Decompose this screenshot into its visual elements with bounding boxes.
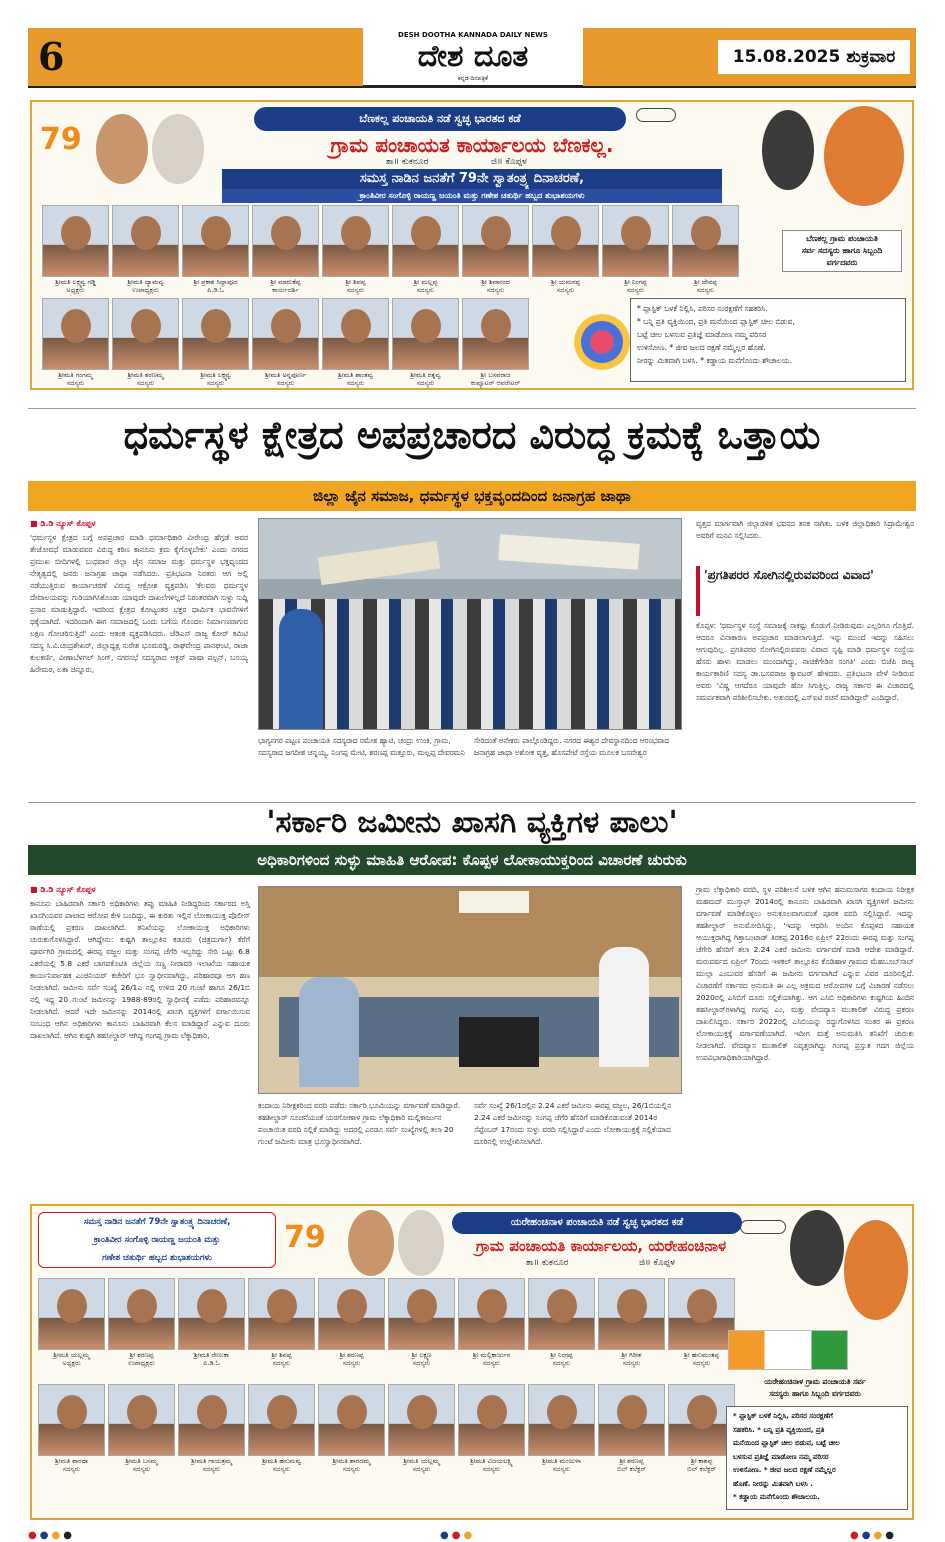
member-card	[112, 205, 179, 294]
member-name: ಶ್ರೀ ಮಲ್ಲಿಕಾರ್ಜುನ	[472, 1351, 511, 1359]
member-name: ಶ್ರೀಮತಿ ಲಕ್ಷ್ಮವ್ವ ಗಡ್ಡಿ	[55, 278, 96, 286]
member-name: ಶ್ರೀಮತಿ ಗಂಗಮ್ಮ	[58, 371, 93, 379]
article-text: ಕೊಪ್ಪಳ: 'ಧರ್ಮಸ್ಥಳ ಸಂಸ್ಥೆ ಸಮಾಜಕ್ಕೆ ಸಾಕಷ್ಟು ಕೊಡುಗೆ ನೀಡಿರುವುದು ಎಲ್ಲರಿಗೂ ಗೊತ್ತಿದೆ. ಆದರೂ ವಿನಾಕಾರಣ ಅಪಪ್ರಚಾರ ಮಾಡಲಾಗುತ್ತಿದೆ. ಇನ್ನು ಮುಂದೆ ಇದನ್ನು ಸಹಿಸಲು ಆಗುವುದಿಲ್ಲ. ಪ್ರಗತಿಪರರ ಸೋಗಿನಲ್ಲಿರುವವರು ವಿವಾದ ಸೃಷ್ಟಿ ಮಾಡಿ ಧರ್ಮಸ್ಥಳ ಸಂಸ್ಥೆಯ ಹೆಸರು ಹಾಳು ಮಾಡಲು ಮುಂದಾಗಿದ್ದು, ನಾಚಿಕೆಗೇಡಿನ ಸಂಗತಿ' ಎಂದು ಬಿಜೆಪಿ ರಾಜ್ಯ ಕಾರ್ಯಕಾರಿಣಿ ಸದಸ್ಯ ಡಾ.ಬಸವರಾಜ ಕ್ಯಾವಟರ್ ಹೇಳಿದರು. ಪ್ರತಿಭಟನಾ ವೇಳೆ ನೀಡಿರುವ ಅವರು 'ವಿಷ್ಣ ಆಗದೆರೂ ಯಾವುದೇ ಹೋ ಸಿಗುತ್ತಿಲ್ಲ. ರಾಜ್ಯ ಸರ್ಕಾರ ಈ ವಿಚಾರದಲ್ಲಿ ಸಮರ್ಪಕವಾಗಿ ಪರಿಶೀಲಿಸಬೇಕು. ಅತುರದಲ್ಲಿ ಎಸ್ಐಟಿ ರಚನೆ ಮಾಡಿದ್ದಾರೆ' ಎಂದಿದ್ದಾರೆ.	[696, 621, 914, 702]
member-photo	[392, 298, 459, 370]
members-row	[42, 298, 529, 387]
member-card	[42, 205, 109, 294]
staff-note: ಬೆಣಕಲ್ಲ ಗ್ರಾಮ ಪಂಚಾಯತಿ ಸರ್ವ ಸದಸ್ಯರು ಹಾಗೂ ಸಿಬ್ಬಂದಿ ವರ್ಗದವರು	[782, 230, 902, 272]
member-photo	[322, 298, 389, 370]
member-role: ಸದಸ್ಯರು	[626, 286, 645, 294]
member-card	[178, 1278, 245, 1367]
member-role: ಸದಸ್ಯರು	[66, 379, 85, 387]
member-photo	[458, 1278, 525, 1350]
office-title: ಗ್ರಾಮ ಪಂಚಾಯತ ಕಾರ್ಯಾಲಯ ಬೆಣಕಲ್ಲ.	[330, 133, 614, 157]
member-role: ಬಿಲ್ ಕಲೆಕ್ಟರ್	[616, 1465, 647, 1473]
member-photo	[112, 298, 179, 370]
member-photo	[392, 205, 459, 277]
member-photo	[318, 1384, 385, 1456]
member-name: ಶ್ರೀಮತಿ ಯಲ್ಲಮ್ಮ	[53, 1351, 90, 1359]
leader-portrait	[762, 110, 814, 190]
member-photo	[178, 1384, 245, 1456]
cleanliness-note: * ಪ್ಲಾಸ್ಟಿಕ್ ಬಳಕೆ ನಿಲ್ಲಿಸಿ, ಪರಿಸರ ಸಂರಕ್ಷಣೆಗೆ ಸಹಕರಿಸಿ. * ಬನ್ನಿ ಪ್ರತಿ ವ್ಯಕ್ತಿಯಿಂದ, ಪ್ರತಿ ಮನೆಯಿಂದ ಪ್ಲಾಸ್ಟಿಕ್ ಚೀಲ ಬಿಡುವ, ಬಟ್ಟೆ ಚೀಲ ಬಳಸುವ ಪ್ರತಿಜ್ಞೆ ಮಾಡೋಣ ನಮ್ಮ ಪರಿಸರ ಉಳಿಸೋಣ. * ಜೀವ ಜಲದ ರಕ್ಷಣೆ ನಮ್ಮೆಲ್ಲರ ಹೊಣೆ. ನೀರನ್ನು ಮಿತವಾಗಿ ಬಳಸಿ. * ಕಡ್ಡಾಯ ಮನೆಗೊಂದು ಶೌಚಾಲಯ.	[630, 298, 906, 382]
member-name: ಶ್ರೀ ದೇವಪ್ಪ	[694, 278, 717, 286]
member-photo	[672, 205, 739, 277]
byline: ■ ಡಿ.ಡಿ ನ್ಯೂಸ್ ಕೊಪ್ಪಳ	[30, 885, 96, 894]
leader-portrait	[152, 114, 204, 184]
member-role: ಸದಸ್ಯರು	[692, 1359, 711, 1367]
member-name: ಶ್ರೀ ಶರಣಪ್ಪ	[129, 1351, 154, 1359]
panchayat-slogan: ಬೆಣಕಲ್ಲ ಪಂಚಾಯತಿ ನಡೆ ಸ್ವಚ್ಛ ಭಾರತದ ಕಡೆ	[254, 107, 626, 131]
taluk-label: ತಾ॥ ಕುಕನೂರ	[525, 1258, 569, 1268]
member-card	[322, 205, 389, 294]
member-card	[672, 205, 739, 294]
protest-photo	[258, 518, 682, 730]
member-name: ಶ್ರೀ ಬಸವರಾಜ	[480, 371, 511, 379]
member-name: ಶ್ರೀ ನಿಂಗಪ್ಪ	[624, 278, 647, 286]
member-card	[392, 298, 459, 387]
member-photo	[248, 1278, 315, 1350]
member-name: ಶ್ರೀಮತಿ ಶರಣಮ್ಮ	[127, 371, 164, 379]
member-role: ಸದಸ್ಯರು	[132, 1465, 151, 1473]
member-name: ಶ್ರೀಮತಿ ರೇಣುಕಾ	[194, 1351, 229, 1359]
brand-english: DESH DOOTHA KANNADA DAILY NEWS	[398, 31, 548, 39]
member-name: ಶ್ರೀ ಗಿರೀಶ	[621, 1351, 642, 1359]
registration-dots: ●●●●	[28, 1530, 75, 1541]
member-card	[602, 205, 669, 294]
flower-decoration	[572, 307, 632, 377]
member-card	[108, 1278, 175, 1367]
member-photo	[38, 1384, 105, 1456]
member-card	[532, 205, 599, 294]
members-row	[38, 1384, 735, 1473]
member-photo	[182, 205, 249, 277]
headline-government-land: 'ಸರ್ಕಾರಿ ಜಮೀನು ಖಾಸಗಿ ವ್ಯಕ್ತಿಗಳ ಪಾಲು'	[28, 802, 916, 843]
yerehanchinal-panchayat-ad	[30, 1204, 914, 1520]
member-role: ಉಪಾಧ್ಯಕ್ಷರು	[128, 1359, 155, 1367]
member-role: ಸದಸ್ಯರು	[482, 1359, 501, 1367]
member-card	[252, 298, 319, 387]
headline-dharmasthala: ಧರ್ಮಸ್ಥಳ ಕ್ಷೇತ್ರದ ಅಪಪ್ರಚಾರದ ವಿರುದ್ಧ ಕ್ರಮಕ್ಕೆ ಒತ್ತಾಯ	[28, 408, 916, 461]
member-photo	[322, 205, 389, 277]
member-photo	[42, 205, 109, 277]
member-photo	[388, 1384, 455, 1456]
member-card	[458, 1384, 525, 1473]
member-card	[458, 1278, 525, 1367]
member-role: ಬಿಲ್ ಕಲೆಕ್ಟರ್	[686, 1465, 717, 1473]
member-photo	[462, 205, 529, 277]
member-photo	[668, 1278, 735, 1350]
member-photo	[178, 1278, 245, 1350]
independence-day-banner: ಸಮಸ್ತ ನಾಡಿನ ಜನತೆಗೆ 79ನೇ ಸ್ವಾತಂತ್ರ್ಯ ದಿನಾಚರಣೆ,	[222, 169, 722, 189]
member-name: ಶ್ರೀಮತಿ ಶಾರದಾ	[54, 1457, 89, 1465]
member-name: ಶ್ರೀಮತಿ ಲಕ್ಷ್ಮವ್ವ	[200, 371, 231, 379]
member-photo	[598, 1384, 665, 1456]
ganesha-image	[844, 1220, 908, 1320]
registration-dots: ●●●	[440, 1530, 476, 1541]
article-column	[696, 620, 914, 704]
member-name: ಶ್ರೀಮತಿ ರತ್ನವ್ವ	[410, 371, 441, 379]
article-column	[30, 518, 248, 676]
member-card	[388, 1278, 455, 1367]
member-card	[38, 1384, 105, 1473]
member-role: ಕಾರ್ಯದರ್ಶಿ	[272, 286, 299, 294]
newspaper-logo	[363, 28, 583, 86]
member-photo	[108, 1384, 175, 1456]
member-photo	[388, 1278, 455, 1350]
member-role: ಸದಸ್ಯರು	[622, 1359, 641, 1367]
member-name: ಶ್ರೀಮತಿ ದ್ಯಾಮವ್ವ	[127, 278, 164, 286]
member-name: ಶ್ರೀ ಶಿವಪ್ಪ	[271, 1351, 292, 1359]
member-name: ಶ್ರೀ ಕಾಶಪ್ಪ	[690, 1457, 713, 1465]
member-card	[112, 298, 179, 387]
member-name: ಶ್ರೀಮತಿ ವಿಜಯಲಕ್ಷ್ಮಿ	[470, 1457, 513, 1465]
members-row	[38, 1278, 735, 1367]
member-card	[178, 1384, 245, 1473]
member-name: ಶ್ರೀಮತಿ ಮಂಜುಳಾ	[542, 1457, 581, 1465]
article-text: ಕಾನೂನು ಬಾಹಿರವಾಗಿ ಸರ್ಕಾರಿ ಅಧಿಕಾರಿಗಳು ತಪ್ಪು ಮಾಹಿತಿ ನೀಡಿದ್ದರಿಂದ ಸರ್ಕಾರದ ಅಸ್ತಿ ಖಾಸಗಿಯವರ ಪಾಲಾದ ಆರೋಪ ಕೇಳಿ ಬಂದಿದ್ದು, ಈ ಕುರಿತು ಇಲ್ಲಿನ ಲೋಕಾಯುಕ್ತ ಪೊಲೀಸ್ ಠಾಣೆಯಲ್ಲಿ ಪ್ರಕರಣ ದಾಖಲಾಗಿದೆ. ತನಿಖೆಯನ್ನು ಲೋಕಾಯುಕ್ತ ಅಧಿಕಾರಿಗಳು ಚುರುಕುಗೊಳಿಸಿದ್ದಾರೆ. ಆಗಿದ್ದೇನು: ಕುಷ್ಟಗಿ ತಾಲ್ಲೂಕಿನ ಕಡೂರು (ಚಿತ್ರದುರ್ಗಾ) ಕೆರೆಗೆ ಪೂರ್ವಗಿರಿ ಗ್ರಾಮದಲ್ಲಿ ಈರಪ್ಪ ವಜ್ಜಲ ಮತ್ತು ಸಂಗಪ್ಪ ಚೆಗೆರಿ ಇಬ್ಬರಿದ್ದು ಸೇರಿ ಒಟ್ಟು 6.8 ಎಕರೆಯಲ್ಲಿ 5.8 ಎಕರೆ ಬಾಗವಕೊಟಿತಿ ಜಿಲ್ಲೆಯ ಸಣ್ಣ ನೀರಾವರಿ ಇಲಾಖೆಯ ಸಹಾಯಕ ಕಾರ್ಯನಿರ್ವಾಹಕ ಎಂಜಿನಿಯರ್ ಕಚೇರಿಗೆ ಭೂ ಸ್ವಾಧೀನವಾಗಿದ್ದು, ಪರಿಹಾರವೂ ಆಗ ಹಣ ನೀಡಲಾಗಿದೆ. ಜಮೀನು ಸರ್ವೆ ಸಂಖ್ಯೆ 26/1ಎ ನಲ್ಲಿ ಉಳಿದ 20 ಗುಂಟೆ ಹಾಗೂ 26/1ಬಿ ನಲ್ಲಿ ಇದ್ದ 20 ಗುಂಟೆ ಜಮೀನನ್ನು 1988-89ರಲ್ಲಿ ಸ್ವಾಧೀನಕ್ಕೆ ಪಡೆದು ಪರಿಹಾರವನ್ನೂ ನೀಡಲಾಗಿದೆ. ಆದರೆ ಇದೇ ಜಮೀನನ್ನು 2014ರಲ್ಲಿ ಖಾಸಗಿ ವ್ಯಕ್ತಿಗಳಿಗೆ ವರ್ಗಾಯಿಸುವ ಸಂಬಂಧ ಆಗಿನ ಅಧಿಕಾರಿಗಳು ಕಾನೂನು ಬಾಹಿರವಾಗಿ ಕೆಲಸ ಮಾಡಿದ್ದಾರೆ ಎನ್ನುವ ದೂರು ದಾಖಲಾಗಿದೆ. ಆಗಿನ ಕುಷ್ಟಗಿ ತಹಸೀಲ್ದಾರ್ ಆಗಿದ್ದ ಗಂಗಪ್ಪ ಗ್ರಾಮ ಲೆಕ್ಕಾಧಿಕಾರಿ,	[30, 899, 250, 1040]
member-photo	[318, 1278, 385, 1350]
member-role: ಉಪಾಧ್ಯಕ್ಷರು	[132, 286, 159, 294]
member-role: ಅಧ್ಯಕ್ಷರು	[62, 1359, 81, 1367]
leader-portrait	[790, 1210, 844, 1286]
article-column	[696, 884, 914, 1064]
issue-date: 15.08.2025	[732, 47, 841, 67]
member-card	[388, 1384, 455, 1473]
badge-79: 79	[284, 1220, 326, 1255]
member-photo	[528, 1384, 595, 1456]
tricolour-logo	[728, 1330, 848, 1370]
subheadline-government-land: ಅಧಿಕಾರಿಗಳಿಂದ ಸುಳ್ಳು ಮಾಹಿತಿ ಆರೋಪ: ಕೊಪ್ಪಳ ಲೋಕಾಯುಕ್ತರಿಂದ ವಿಚಾರಣೆ ಚುರುಕು	[28, 845, 916, 875]
issue-day: ಶುಕ್ರವಾರ	[846, 47, 896, 67]
brand-kannada: ದೇಶ ದೂತ	[417, 39, 529, 74]
member-photo	[528, 1278, 595, 1350]
member-name: ಶ್ರೀ ಹನುಮಂತಪ್ಪ	[683, 1351, 720, 1359]
member-name: ಶ್ರೀ ಪ್ರಕಾಶ ಸಿದ್ದಾಪೂರ	[193, 278, 238, 286]
member-name: ಶ್ರೀಮತಿ ಬಸಮ್ಮ	[125, 1457, 158, 1465]
member-name: ಶ್ರೀ ಯಮನಪ್ಪ	[550, 278, 581, 286]
member-role: ಸದಸ್ಯರು	[696, 286, 715, 294]
member-photo	[252, 205, 319, 277]
district-label: ಜಿ॥ ಕೊಪ್ಪಳ	[639, 1258, 675, 1268]
subheadline-dharmasthala: ಜಿಲ್ಲಾ ಜೈನ ಸಮಾಜ, ಧರ್ಮಸ್ಥಳ ಭಕ್ತವೃಂದದಿಂದ ಜನಾಗ್ರಹ ಜಾಥಾ	[28, 481, 916, 511]
member-photo	[532, 205, 599, 277]
member-card	[318, 1278, 385, 1367]
leader-portrait	[96, 114, 148, 184]
member-role: ಕಂಪ್ಯೂಟರ್ ಆಪರೇಟರ್	[470, 379, 521, 387]
photo-caption: ಕಂದಾಯ ನಿರೀಕ್ಷಕರಿಂದ ವರದಿ ಪಡೆದು ಸರ್ಕಾರಿ ಭೂಮಿಯನ್ನು ವರ್ಗಾವಣೆ ಮಾಡಿದ್ದಾರೆ. ತಹಶೀಲ್ದಾರ್ ಸೂಚನೆಯಂತೆ ಯರಗೋಣಾಳ ಗ್ರಾಮ ಲೆಕ್ಕಾಧಿಕಾರಿ ಮಲ್ಲಿಕಾರ್ಜುನ ಪಂಚಾಯಿತ ವರದಿ ಸಲ್ಲಿಕೆ ಮಾಡಿದ್ದು ಅದರಲ್ಲಿ ಎರಡೂ ಸರ್ವೆ ಸಂಖ್ಯೆಗಳಲ್ಲಿ ತಲಾ 20 ಗುಂಟೆ ಜಮೀನು ಮಾತ್ರ ಭೂಸ್ವಾಧೀನವಾಗಿದೆ.	[258, 1101, 461, 1146]
member-name: ಶ್ರೀಮತಿ ಶಾಂತವ್ವ	[338, 371, 373, 379]
member-card	[462, 298, 529, 387]
panchayat-slogan: ಯರೇಹಂಚಿನಾಳ ಪಂಚಾಯತಿ ನಡೆ ಸ್ವಚ್ಛ ಭಾರತದ ಕಡೆ	[452, 1212, 742, 1234]
member-role: ಸದಸ್ಯರು	[136, 379, 155, 387]
member-name: ಶ್ರೀ ಲಕ್ಷ್ಮಣ	[411, 1351, 432, 1359]
article-column	[30, 884, 250, 1042]
district-label: ಜಿ॥ ಕೊಪ್ಪಳ	[491, 157, 527, 167]
page-number: 6	[38, 34, 65, 79]
article-text: 'ಧರ್ಮಸ್ಥಳ ಕ್ಷೇತ್ರದ ಬಗ್ಗೆ ಅಪಪ್ರಚಾರ ಮಾಡಿ ಧರ್ಮಾಧಿಕಾರಿ ವೀರೇಂದ್ರ ಹೆಗ್ಗಡೆ ಅವರ ತೇಜೋವಧೆ ಮಾಡುವವರ ವಿರುದ್ಧ ಕಠಿಣ ಕಾನೂನು ಕ್ರಮ ಕೈಗೊಳ್ಳಬೇಕು' ಎಂದು ನಗರದ ಪ್ರಮುಖ ಬೀದಿಗಳಲ್ಲಿ ಬುಧವಾರ ಜಿಲ್ಲಾ ಜೈನ ಸಮಾಜ ಮತ್ತು ಧರ್ಮಸ್ಥಳ ಭಕ್ತವೃಂದದ ನೇತೃತ್ವದಲ್ಲಿ ಜನರು ಜನಾಗ್ರಹ ಜಾಥಾ ನಡೆಸಿದರು. ಪ್ರತಿಭಟನಾ ನಿರತರು ಆಗ ಅಲ್ಲಿ ನಡೆಯುತ್ತಿರುವ ಕಾರ್ಯಾಚರಣೆ ವಿರುದ್ಧ ಆಕ್ರೋಶ ವ್ಯಕ್ತಪಡಿಸಿ 'ಕೆಲವರು ಧರ್ಮಸ್ಥಳ ದೇವಾಲಯವನ್ನು ಗುರಿಯಾಗಿಸಿಕೊಂಡು ಯಾವುದೇ ದಾಖಲೆಗಳಿಲ್ಲದೆ ನಿರಂತರವಾಗಿ ಸುಳ್ಳು ಸುದ್ದಿ ಪ್ರಸಾರ ಮಾಡುತ್ತಿದ್ದಾರೆ. ಇದರಿಂದ ಕ್ಷೇತ್ರದ ಕೋಟ್ಯಂತರ ಭಕ್ತರ ಧಾರ್ಮಿಕ ಭಾವನೆಗಳಿಗೆ ಧಕ್ಕೆಯಾಗಿದೆ. ಇದರಿಂದಾಗಿ ಈಗ ಸಮಾಜದಲ್ಲಿ ಒಂದು ಬಗೆಯ ಗೊಂದಲ ನಿರ್ಮಾಣವಾಗುವ ಲಕ್ಷಣ ಗೋಚರಿಸುತ್ತಿದೆ' ಎಂದು ಆತಂಕ ವ್ಯಕ್ತಪಡಿಸಿದರು. ಜೆಡಿಎಸ್ ರಾಜ್ಯ ಕೋರ್ ಕಮಿಟಿ ಸದಸ್ಯ ಸಿ.ವಿ.ಚಂದ್ರಶೇಖರ್, ಜಿಲ್ಲಾಧ್ಯಕ್ಷ ಸುರೇಶ ಭೂಮರಡ್ಡಿ, ರಾಘವೇಂದ್ರ ಪಾನಘಂಟಿ, ರಾಜಾ ಕುಲಕರ್ಣಿ, ವೀಣಾಬೆಳಗಲ್ ಸಿಂಗ್, ನಗರಸಭೆ ಸದಸ್ಯರಾದ ಅಕ್ಬರ್ ಪಾಷಾ ಪಲ್ಟನ್, ಬಸಯ್ಯ ಹಿರೇಮಠ, ಲತಾ ಚಿನ್ನೂರು,	[30, 533, 248, 674]
member-role: ಸದಸ್ಯರು	[556, 286, 575, 294]
member-role: ಸದಸ್ಯರು	[552, 1359, 571, 1367]
photo-caption: ಭಾಗ್ಯನಗರ ಪಟ್ಟಣ ಪಂಚಾಯತಿ ಸದಸ್ಯರಾದ ರಮೇಶ ಹ್ಯಾಟಿ, ಚಂದ್ರು ಉಂಕಿ, ಗ್ರಾಮ, ಸದಸ್ಯರಾದ ಜಗದೀಶ ಚನ್ನಯ್ಯ, ನಿಂಗಪ್ಪ ಮೇಟಿ, ಶರಣಪ್ಪ ಮತ್ತೂರು, ಮಲ್ಲಪ್ಪ ದೇವರಮನಿ	[258, 736, 465, 757]
member-card	[598, 1278, 665, 1367]
member-name: ಶ್ರೀ ಶಿವಾನಂದ	[481, 278, 510, 286]
member-role: ಪಿ.ಡಿ.ಓ	[207, 286, 224, 294]
member-card	[252, 205, 319, 294]
leader-portrait	[398, 1210, 444, 1276]
member-card	[598, 1384, 665, 1473]
cleanliness-note: * ಪ್ಲಾಸ್ಟಿಕ್ ಬಳಕೆ ನಿಲ್ಲಿಸಿ, ಪರಿಸರ ಸಂರಕ್ಷಣೆಗೆ ಸಹಕರಿಸಿ. * ಬನ್ನಿ ಪ್ರತಿ ವ್ಯಕ್ತಿಯಿಂದ, ಪ್ರತಿ ಮನೆಯಿಂದ ಪ್ಲಾಸ್ಟಿಕ್ ಚೀಲ ಬಿಡುವ, ಬಟ್ಟೆ ಚೀಲ ಬಳಸುವ ಪ್ರತಿಜ್ಞೆ ಮಾಡೋಣ ನಮ್ಮ ಪರಿಸರ ಉಳಿಸೋಣ. * ಜೀವ ಜಲದ ರಕ್ಷಣೆ ನಮ್ಮೆಲ್ಲರ ಹೊಣೆ. ನೀರನ್ನು ಮಿತವಾಗಿ ಬಳಸಿ . * ಕಡ್ಡಾಯ ಮನೆಗೊಂದು ಶೌಚಾಲಯ.	[726, 1406, 908, 1510]
member-photo	[42, 298, 109, 370]
article-text: ಗ್ರಾಮ ಲೆಕ್ಕಾಧಿಕಾರಿ ವರದಿ, ಸ್ಥಳ ಪರಿಶೀಲನೆ ಬಳಿಕ ಆಗಿನ ಹನುಮಸಾಗರ ಕಂದಾಯ ನಿರೀಕ್ಷಕ ಮಹಮದ್ ಮುಸ್ತಾಫ್ 2014ರಲ್ಲಿ ಕಾನೂನು ಬಾಹಿರವಾಗಿ ಖಾಸಗಿ ವ್ಯಕ್ತಿಗಳಿಗೆ ಜಮೀನು ವರ್ಗಾವಣೆ ಮಾಡಿಕೊಳ್ಳಲು ಅನುಕೂಲವಾಗುವಂತೆ ಪೂರಕ ವರದಿ ಸಲ್ಲಿಸಿದ್ದಾರೆ. ಇದನ್ನು ತಹಶೀಲ್ದಾರ್ ಅನುಮೋದಿಸಿದ್ದು, 'ಇದನ್ನು ಆಧರಿಸಿ ಅಂದಿನ ಕೊಪ್ಪಳದ ಸಹಾಯಕ ಆಯುಕ್ತರಾಗಿದ್ದ ಗಿತ್ತಾಬಂಟಾಡ್ ತಿರಕಪ್ಪ 2016ರ ಏಪ್ರಿಲ್ 22ರಂದು ಈರಪ್ಪ ಮತ್ತು ಸಂಗಪ್ಪ ಚೆಗೇರಿ ಹೆಸರಿಗೆ ತಲಾ 2.24 ಎಕರೆ ಜಮೀನು ವರ್ಗಾವಣೆ ಮಾಡಿ ಆದೇಶ ಮಾಡಿದ್ದಾರೆ. ಮರುವರ್ಷದ ಏಪ್ರಿಲ್ 7ರಂದು ಇಳಕಲ್ ತಾಲ್ಲೂಕಿನ ಕೊಡಿಹಾಳ ಗ್ರಾಮದ ಮೆಹಬೂಬ್‌ಸಾಬ್ ಮುಲ್ಲಾ ಎಂಬುವರ ಹೆಸರಿಗೆ ಈ ಜಮೀನು ವರ್ಗವಾಗಿದೆ ಎನ್ನುವ ವಿವರ ದೂರಿನಲ್ಲಿದೆ. ವಿಚಾರಣೆಗೆ ಸರ್ಕಾರದ ಅನುಮತಿ ಈ ಎಲ್ಲ ಅಕ್ರಮದ ಆರೋಪಗಳ ಬಗ್ಗೆ ವಿಚಾರಣೆ ನಡೆಸಲು 2020ರಲ್ಲಿ ಎಸಿಬಿಗೆ ದೂರು ಸಲ್ಲಿಕೆಯಾಗಿತ್ತು. ಆಗ ಎಸಿಬಿ ಅಧಿಕಾರಿಗಳು ಕುಷ್ಟಗಿಯ ಹಿಂದಿನ ತಹಸೀಲ್ದಾರ್‌ಗಳಾಗಿದ್ದ ಗಂಗಪ್ಪ ಎಂ, ಮತ್ತು ವೇದವ್ಯಾಸ ಮುತಾಲಿಕ್ ವಿರುದ್ಧ ಪ್ರಕರಣ ದಾಖಲಿಸಿದ್ದರು. ಸರ್ಕಾರ 2022ರಲ್ಲಿ ಎಸಿಬಿಯನ್ನು ರದ್ದುಗೊಳಿಸಿದ ನಂತರ ಈ ಪ್ರಕರಣ ಲೋಕಾಯುಕ್ತಕ್ಕೆ ವರ್ಗಾವಣೆಯಾಗಿದೆ. ಇದೀಗ ಮತ್ತೆ ಅನುಮತಿಸಿ ತನಿಖೆಗೆ ಚುರುಕು ನೀಡಲಾಗಿದೆ. ವೇದವ್ಯಾಸ ಮುತಾಲಿಕ್ ನಿವೃತ್ತರಾಗಿದ್ದು ಗಂಗಪ್ಪ ಪ್ರಸ್ತುತ ಗದಗ ಜಿಲ್ಲೆಯ ಉಪವಿಭಾಗಾಧಿಕಾರಿಯಾಗಿದ್ದಾರೆ.	[696, 885, 914, 1062]
member-role: ಸದಸ್ಯರು	[342, 1359, 361, 1367]
member-role: ಸದಸ್ಯರು	[412, 1465, 431, 1473]
column-subhead: 'ಪ್ರಗತಿಪರರ ಸೋಗಿನಲ್ಲಿರುವವರಿಂದ ವಿವಾದ'	[696, 566, 914, 616]
member-card	[108, 1384, 175, 1473]
member-photo	[602, 205, 669, 277]
masthead-left-band	[28, 28, 363, 86]
member-role: ಸದಸ್ಯರು	[416, 379, 435, 387]
badge-79: 79	[40, 122, 82, 157]
member-role: ಅಧ್ಯಕ್ಷರು	[66, 286, 85, 294]
greeting-banner: ಕ್ರಾಂತಿವೀರ ಸಂಗೊಳ್ಳಿ ರಾಯಣ್ಣ ಜಯಂತಿ ಮತ್ತು ಗಣೇಶ ಚತುರ್ಥಿ ಹಬ್ಬದ ಶುಭಾಶಯಗಳು	[222, 189, 722, 203]
article-text: ವೃತ್ತದ ಮಾರ್ಗವಾಗಿ ಜಿಲ್ಲಾಡಳಿತ ಭವನದ ತನಕ ಸಾಗಿತು. ಬಳಿಕ ಜಿಲ್ಲಾಧಿಕಾರಿ ಸಿದ್ರಾಮೇಶ್ವರ ಅವರಿಗೆ ಮನವಿ ಸಲ್ಲಿಸಿದರು.	[696, 519, 914, 540]
member-name: ಶ್ರೀ ಮಾರುತೆಪ್ಪ	[270, 278, 301, 286]
member-card	[182, 298, 249, 387]
member-name: ಶ್ರೀಮತಿ ಯಲ್ಲಮ್ಮ	[403, 1457, 440, 1465]
member-name: ಶ್ರೀ ಮಲ್ಲಪ್ಪ	[413, 278, 438, 286]
member-role: ಸದಸ್ಯರು	[276, 379, 295, 387]
member-card	[668, 1278, 735, 1367]
member-name: ಶ್ರೀ ಶರಣಪ್ಪ	[339, 1351, 364, 1359]
member-role: ಸದಸ್ಯರು	[272, 1359, 291, 1367]
photo-caption: ಸರ್ವೆ ಸಂಖ್ಯೆ 26/1ರಲ್ಲಿನ 2.24 ಎಕರೆ ಜಮೀನು ಈರಪ್ಪ ವಜ್ಜಲ, 26/1ಬಿಯಲ್ಲಿನ 2.24 ಎಕರೆ ಜಮೀನನ್ನು ಸಂಗಪ್ಪ ಚೆಗೆರಿ ಹೆಸರಿಗೆ ಮಾಡಿಕೊಡುವಂತೆ 2014ರ ಸೆಪ್ಟೆಂಬರ್ 17ರಂದು ಸುಳ್ಳು ವರದಿ ಸಲ್ಲಿಸಿದ್ದಾರೆ ಎಂದು ಲೋಕಾಯುಕ್ತಕ್ಕೆ ಸಲ್ಲಿಕೆಯಾದ ದೂರಿನಲ್ಲಿ ಉಲ್ಲೇಖಿಸಲಾಗಿದೆ.	[474, 1101, 672, 1146]
member-role: ಸದಸ್ಯರು	[416, 286, 435, 294]
member-photo	[112, 205, 179, 277]
byline: ■ ಡಿ.ಡಿ ನ್ಯೂಸ್ ಕೊಪ್ಪಳ	[30, 519, 96, 528]
member-name: ಶ್ರೀ ನಿಂಗಪ್ಪ	[550, 1351, 573, 1359]
lokayukta-office-photo	[258, 886, 682, 1094]
member-card	[42, 298, 109, 387]
member-role: ಸದಸ್ಯರು	[552, 1465, 571, 1473]
member-role: ಸದಸ್ಯರು	[346, 379, 365, 387]
members-row	[42, 205, 739, 294]
member-photo	[38, 1278, 105, 1350]
member-role: ಸದಸ್ಯರು	[346, 286, 365, 294]
masthead	[28, 28, 916, 88]
office-title: ಗ್ರಾಮ ಪಂಚಾಯತಿ ಕಾರ್ಯಾಲಯ, ಯರೇಹಂಚಿನಾಳ	[475, 1237, 727, 1255]
member-card	[248, 1278, 315, 1367]
member-role: ಸದಸ್ಯರು	[342, 1465, 361, 1473]
member-photo	[182, 298, 249, 370]
swachh-bharat-logo	[740, 1220, 786, 1234]
member-name: ಶ್ರೀ ಶಿವಪ್ಪ	[345, 278, 366, 286]
member-role: ಸದಸ್ಯರು	[412, 1359, 431, 1367]
benakal-panchayat-ad	[30, 100, 914, 390]
greeting-box: ಸಮಸ್ತ ನಾಡಿನ ಜನತೆಗೆ 79ನೇ ಸ್ವಾತಂತ್ರ್ಯ ದಿನಾಚರಣೆ, ಕ್ರಾಂತಿವೀರ ಸಂಗೊಳ್ಳಿ ರಾಯಣ್ಣ ಜಯಂತಿ ಮತ್ತು ಗಣೇಶ ಚತುರ್ಥಿ ಹಬ್ಬದ ಶುಭಾಶಯಗಳು	[38, 1212, 276, 1268]
taluk-label: ತಾ॥ ಕುಕನೂರ	[385, 157, 429, 167]
photo-caption: ಸೇರಿದಂತೆ ಅನೇಕರು ಪಾಲ್ಗೊಂಡಿದ್ದರು. ನಗರದ ಈಶ್ವರ ದೇವಸ್ಥಾನದಿಂದ ಆರಂಭವಾದ ಜನಾಗ್ರಹ ಜಾಥಾ ಅಶೋಕ ವೃತ್ತ, ಹೊಸಪೇಟೆ ರಸ್ತೆಯ ಮೂಲಕ ಬಸವೇಶ್ವರ	[474, 736, 670, 757]
member-card	[528, 1278, 595, 1367]
member-photo	[598, 1278, 665, 1350]
member-photo	[248, 1384, 315, 1456]
member-name: ಶ್ರೀಮತಿ ಹನುಮವ್ವ	[261, 1457, 302, 1465]
leader-portrait	[348, 1210, 394, 1276]
member-name: ಶ್ರೀಮತಿ ಶಾರದಮ್ಮ	[332, 1457, 371, 1465]
member-role: ಸದಸ್ಯರು	[486, 286, 505, 294]
member-card	[528, 1384, 595, 1473]
member-photo	[108, 1278, 175, 1350]
member-card	[38, 1278, 105, 1367]
staff-note: ಯರೇಹಂಚಿನಾಳ ಗ್ರಾಮ ಪಂಚಾಯತಿ ಸರ್ವ ಸದಸ್ಯರು ಹಾಗೂ ಸಿಬ್ಬಂದಿ ವರ್ಗದವರು	[764, 1377, 866, 1398]
member-card	[318, 1384, 385, 1473]
swachh-bharat-logo	[636, 108, 676, 122]
member-card	[462, 205, 529, 294]
registration-dots: ●●●●	[850, 1530, 897, 1541]
member-photo	[462, 298, 529, 370]
member-photo	[252, 298, 319, 370]
member-photo	[458, 1384, 525, 1456]
date-box	[718, 40, 910, 74]
brand-tagline: ಕನ್ನಡ ದಿನಪತ್ರಿಕೆ	[457, 75, 488, 82]
article-column	[696, 518, 914, 542]
member-role: ಸದಸ್ಯರು	[482, 1465, 501, 1473]
member-card	[248, 1384, 315, 1473]
member-role: ಸದಸ್ಯರು	[272, 1465, 291, 1473]
member-role: ಪಿ.ಡಿ.ಓ	[203, 1359, 220, 1367]
ganesha-image	[824, 106, 904, 206]
member-card	[392, 205, 459, 294]
member-name: ಶ್ರೀ ಶರಣಪ್ಪ	[619, 1457, 644, 1465]
member-card	[322, 298, 389, 387]
member-role: ಸದಸ್ಯರು	[62, 1465, 81, 1473]
member-name: ಶ್ರೀಮತಿ ಗಾಯತ್ರಮ್ಮ	[191, 1457, 232, 1465]
member-role: ಸದಸ್ಯರು	[202, 1465, 221, 1473]
member-card	[182, 205, 249, 294]
member-role: ಸದಸ್ಯರು	[206, 379, 225, 387]
member-name: ಶ್ರೀಮತಿ ಅನ್ನಪೂರ್ಣ	[264, 371, 307, 379]
